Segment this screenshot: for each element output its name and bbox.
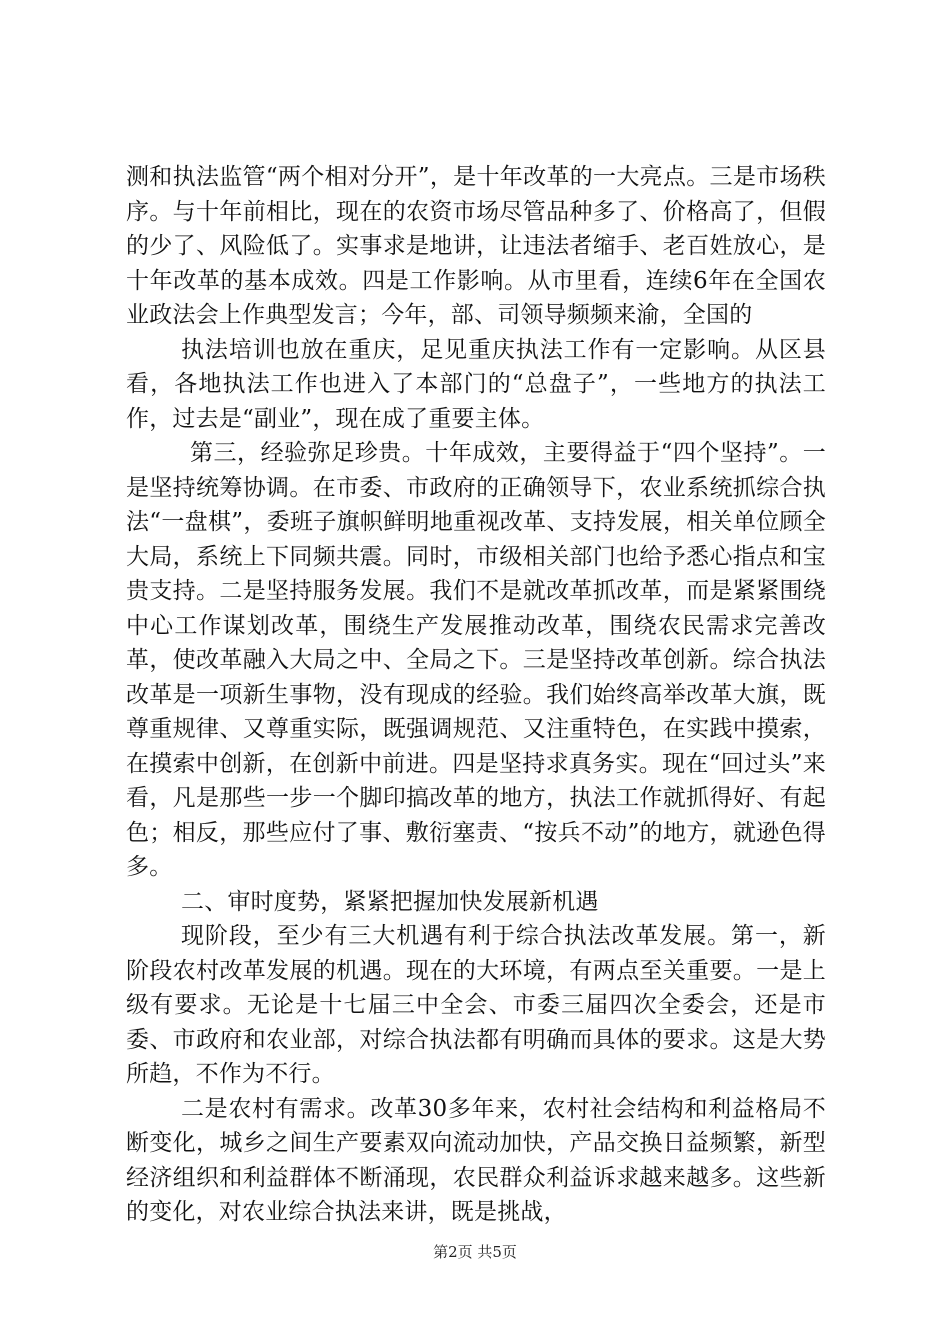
paragraph-3: 第三，经验弥足珍贵。十年成效，主要得益于“四个坚持”。一是坚持统筹协调。在市委、市政府的正确领导下，农业系统抓综合执法“一盘棋”，委班子旗帜鲜明地重视改革、支持发展，相关单位顾全大局，系统上下同频共震。同时，市级相关部门也给予悉心指点和宝贵支持。二是坚持服务发展。我们不是就改革抓改革，而是紧紧围绕中心工作谋划改革，围绕生产发展推动改革，围绕农民需求完善改革，使改革融入大局之中、全局之下。三是坚持改革创新。综合执法改革是一项新生事物，没有现成的经验。我们始终高举改革大旗，既尊重规律、又尊重实际，既强调规范、又注重特色，在实践中摸索，在摸索中创新，在创新中前进。四是坚持求真务实。现在“回过头”来看，凡是那些一步一个脚印搞改革的地方，执法工作就抓得好、有起色；相反，那些应付了事、敷衍塞责、“按兵不动”的地方，就逊色得多。	[126, 440, 826, 880]
paragraph-5: 二是农村有需求。改革30多年来，农村社会结构和利益格局不断变化，城乡之间生产要素双向流动加快，产品交换日益频繁，新型经济组织和利益群体不断涌现，农民群众利益诉求越来越多。这些新的变化，对农业综合执法来讲，既是挑战，	[126, 1095, 826, 1225]
document-body	[126, 160, 826, 1230]
paragraph-4: 现阶段，至少有三大机遇有利于综合执法改革发展。第一，新阶段农村改革发展的机遇。现在的大环境，有两点至关重要。一是上级有要求。无论是十七届三中全会、市委三届四次全委会，还是市委、市政府和农业部，对综合执法都有明确而具体的要求。这是大势所趋，不作为不行。	[126, 923, 826, 1087]
page-number-footer: 第2页 共5页	[433, 1243, 517, 1261]
section-heading: 二、审时度势，紧紧把握加快发展新机遇	[181, 888, 599, 915]
paragraph-1: 测和执法监管“两个相对分开”，是十年改革的一大亮点。三是市场秩序。与十年前相比，现在的农资市场尽管品种多了、价格高了，但假的少了、风险低了。实事求是地讲，让违法者缩手、老百姓放心，是十年改革的基本成效。四是工作影响。从市里看，连续6年在全国农业政法会上作典型发言；今年，部、司领导频频来渝，全国的	[126, 164, 826, 328]
paragraph-2: 执法培训也放在重庆，足见重庆执法工作有一定影响。从区县看，各地执法工作也进入了本部门的“总盘子”，一些地方的执法工作，过去是“副业”，现在成了重要主体。	[126, 336, 826, 432]
